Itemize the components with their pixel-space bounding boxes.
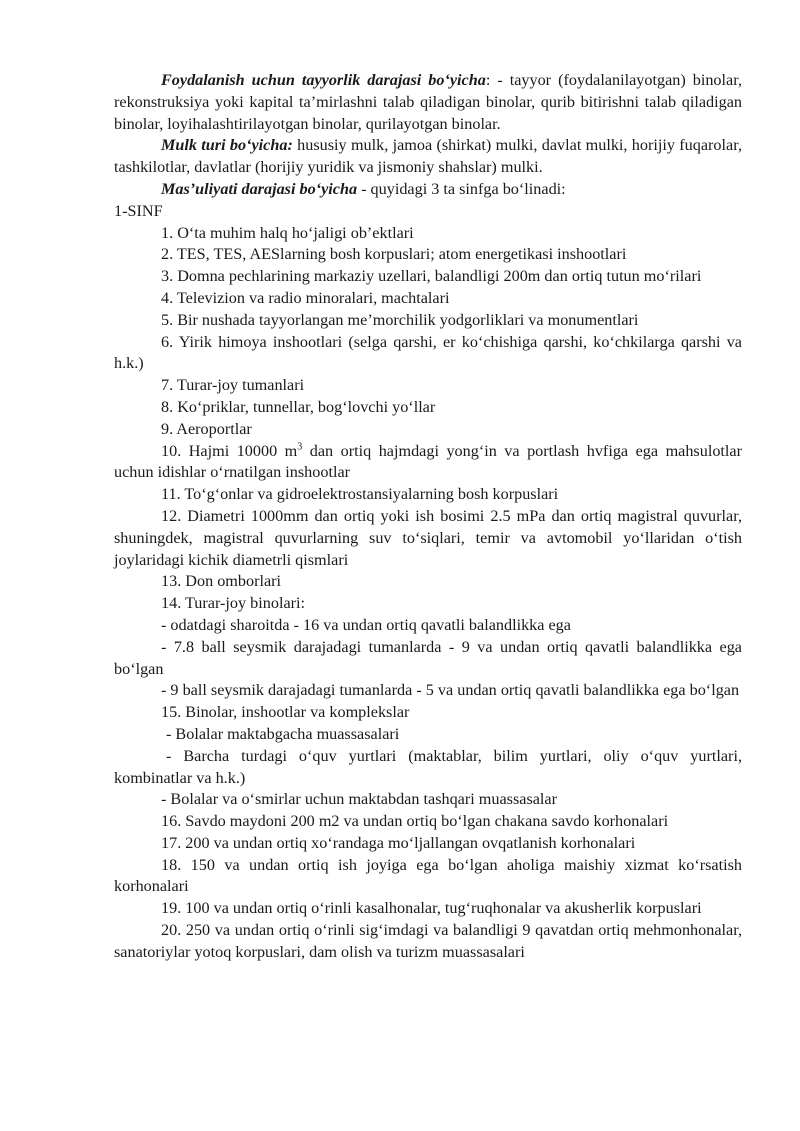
text-responsibility: - quyidagi 3 ta sinfga bo‘linadi: (357, 179, 566, 198)
document-page (114, 70, 742, 964)
list-item-11: 11. To‘g‘onlar va gidroelektrostansiyalarning bosh korpuslari (161, 485, 559, 504)
heading-responsibility: Mas’uliyati darajasi bo‘yicha (161, 179, 358, 198)
list-item-8: 8. Ko‘priklar, tunnellar, bog‘lovchi yo‘llar (161, 397, 436, 416)
paragraph-responsibility (114, 179, 742, 201)
list-item-10 (114, 441, 742, 485)
class-label: 1-SINF (114, 201, 163, 220)
list-item-10-start: 10. Hajmi 10000 m (161, 441, 298, 460)
list-item-1: 1. O‘ta muhim halq ho‘jaligi ob’ektlari (161, 223, 414, 242)
list-item-4: 4. Televizion va radio minoralari, machtalari (161, 288, 450, 307)
list-item-10-end: dan ortiq hajmdagi yong‘in va portlash hvfiga ega mahsulotlar uchun idishlar o‘rnatilgan inshootlar (114, 441, 742, 482)
list-item-15-c: - Bolalar va o‘smirlar uchun maktabdan tashqari muassasalar (161, 790, 558, 809)
list-item-15: 15. Binolar, inshootlar va komplekslar (161, 703, 410, 722)
list-item-15-b: - Barcha turdagi o‘quv yurtlari (maktablar, bilim yurtlari, oliy o‘quv yurtlari, kombinatlar va h.k.) (114, 746, 742, 787)
list-item-20: 20. 250 va undan ortiq o‘rinli sig‘imdagi va balandligi 9 qavatdan ortiq mehmonhonalar, sanatoriylar yotoq korpuslari, dam olish va turizm muassasalari (114, 921, 742, 961)
list-item-9: 9. Aeroportlar (161, 419, 252, 438)
list-item-16: 16. Savdo maydoni 200 m2 va undan ortiq bo‘lgan chakana savdo korhonalari (161, 812, 669, 831)
list-item-14-c: - 9 ball seysmik darajadagi tumanlarda - 5 va undan ortiq qavatli balandlikka ega bo‘lgan (161, 681, 740, 700)
heading-readiness: Foydalanish uchun tayyorlik darajasi bo‘yicha (161, 71, 486, 89)
list-item-14-b: - 7.8 ball seysmik darajadagi tumanlarda - 9 va undan ortiq qavatli balandlikka ega bo‘lgan (114, 637, 742, 678)
paragraph-readiness (114, 70, 742, 135)
list-item-2: 2. TES, TES, AESlarning bosh korpuslari; atom energetikasi inshootlari (161, 245, 627, 264)
list-item-15-a: - Bolalar maktabgacha muassasalari (166, 724, 400, 743)
list-item-3: 3. Domna pechlarining markaziy uzellari, balandligi 200m dan ortiq tutun mo‘rilari (161, 267, 702, 286)
list-item-7: 7. Turar-joy tumanlari (161, 376, 305, 395)
list-item-5: 5. Bir nushada tayyorlangan me’morchilik yodgorliklari va monumentlari (161, 310, 639, 329)
list-item-14-a: - odatdagi sharoitda - 16 va undan ortiq qavatli balandlikka ega (161, 615, 571, 634)
list-item-12: 12. Diametri 1000mm dan ortiq yoki ish bosimi 2.5 mPa dan ortiq magistral quvurlar, shuningdek, magistral quvurlarning suv to‘siqlari, temir va avtomobil yo‘llaridan o‘tish joylaridagi kichik diametrli qismlari (114, 506, 742, 569)
list-item-18: 18. 150 va undan ortiq ish joyiga ega bo‘lgan aholiga maishiy xizmat ko‘rsatish korhonalari (114, 855, 742, 896)
superscript-cubed: 3 (297, 441, 303, 453)
list-item-19: 19. 100 va undan ortiq o‘rinli kasalhonalar, tug‘ruqhonalar va akusherlik korpuslari (161, 899, 702, 918)
list-item-13: 13. Don omborlari (161, 572, 282, 591)
list-item-14: 14. Turar-joy binolari: (161, 594, 306, 613)
text-readiness: : - tayyor (foydalanilayotgan) binolar, rekonstruksiya yoki kapital ta’mirlashni talab qiladigan binolar, qurib bitirishni talab qiladigan binolar, loyihalashtirilayotgan binolar, qurilayotgan binolar. (114, 71, 742, 133)
text-ownership: hususiy mulk, jamoa (shirkat) mulki, davlat mulki, horijiy fuqarolar, tashkilotlar, davlatlar (horijiy yuridik va jismoniy shahslar) mulki. (114, 136, 742, 177)
paragraph-ownership (114, 135, 742, 179)
list-item-17: 17. 200 va undan ortiq xo‘randaga mo‘ljallangan ovqatlanish korhonalari (161, 833, 636, 852)
list-item-6: 6. Yirik himoya inshootlari (selga qarshi, er ko‘chishiga qarshi, ko‘chkilarga qarshi va h.k.) (114, 332, 742, 373)
heading-ownership: Mulk turi bo‘yicha: (161, 136, 293, 155)
